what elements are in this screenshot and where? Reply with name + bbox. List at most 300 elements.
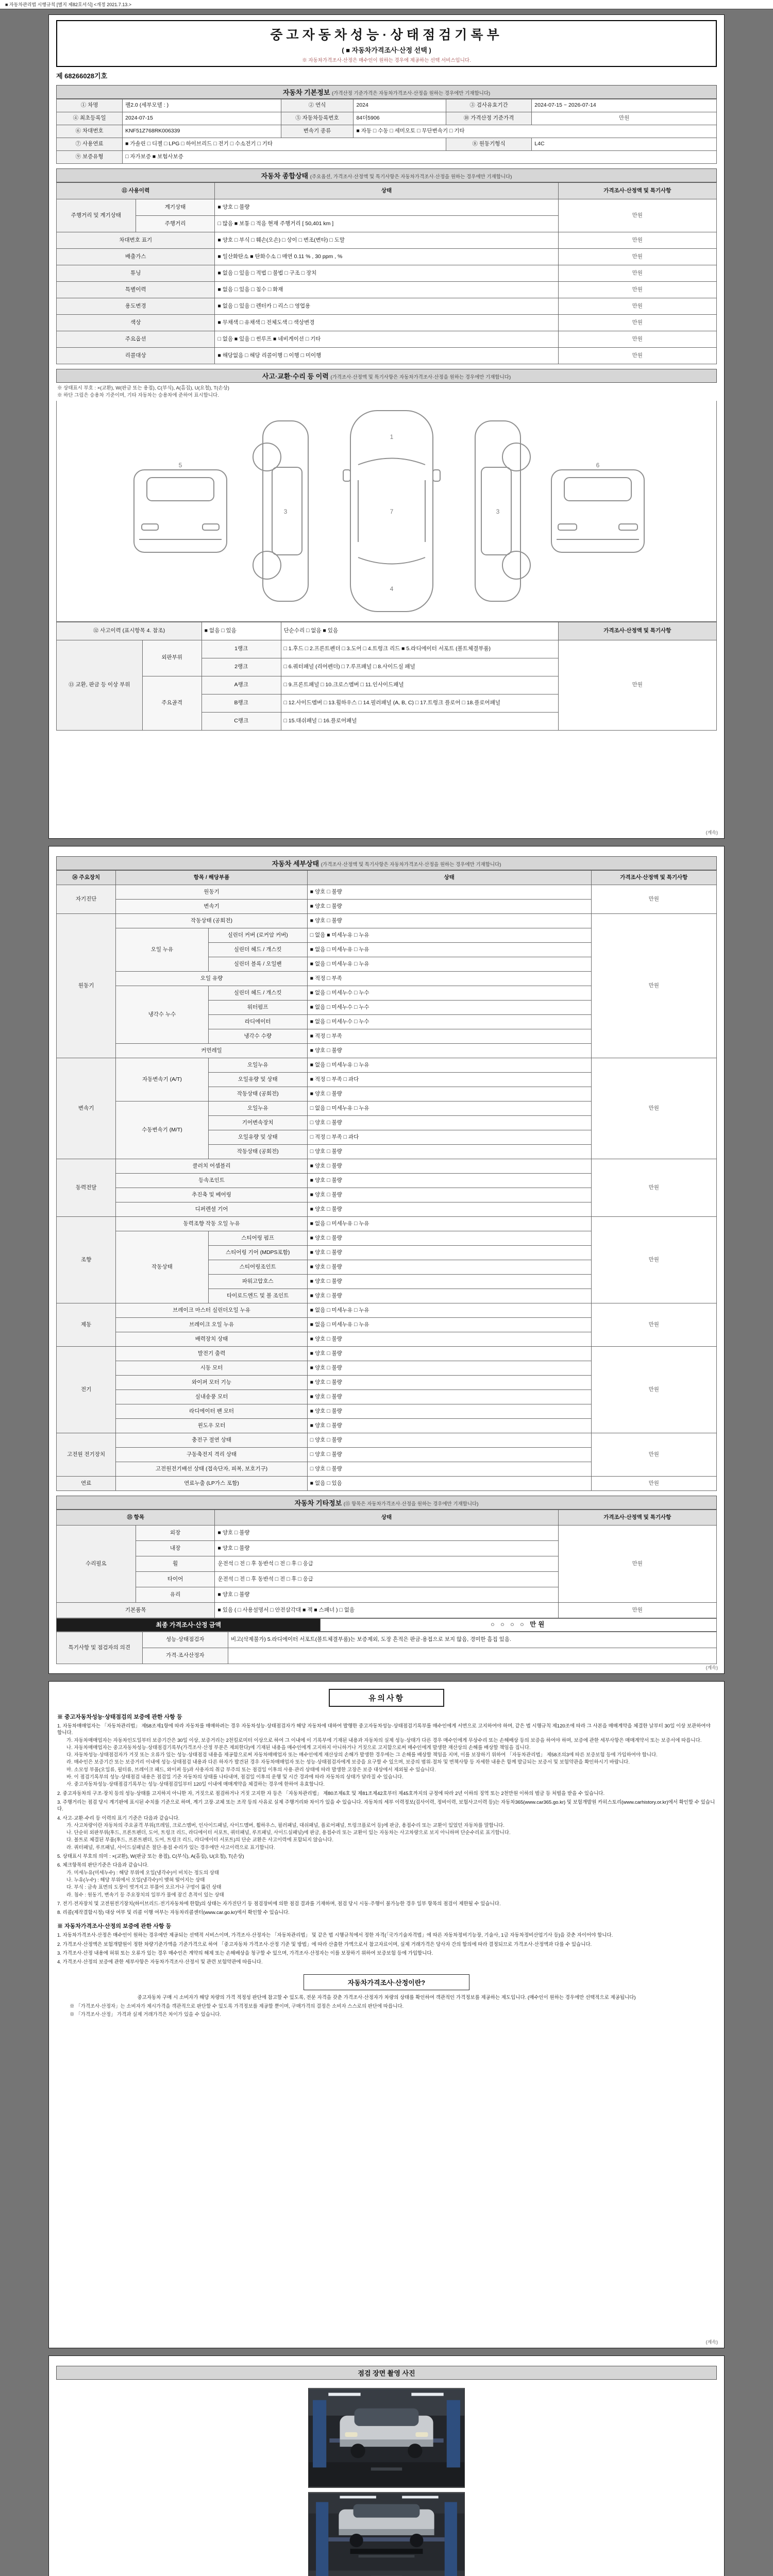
checkbox-group[interactable]: ■ 없음 □ 있음 □ 적법 □ 불법 □ 구조 □ 장치 [215,265,558,282]
field-label: 고전원 전기장치 [57,1433,116,1477]
checkbox-group[interactable]: ■ 없음 □ 있음 [201,622,281,640]
basic-table [56,99,717,164]
field-sublabel: 타이로드엔드 및 볼 조인트 [208,1289,307,1303]
final-amount-table [56,1618,717,1632]
checkbox-group[interactable]: ■ 없음 □ 미세누유 □ 누유 [307,1303,591,1318]
checkbox-group[interactable]: ■ 없음 □ 미세누수 □ 누수 [307,1015,591,1029]
field-label: 특별이력 [57,282,215,298]
field-label: ⑥ 차대번호 [57,125,123,138]
price-cell: 만원 [558,1603,716,1618]
column-header: 가격조사·산정액 및 특기사항 [558,622,716,640]
document-subtitle: ( ■ 자동차가격조사·산정 선택 ) [342,46,431,54]
checkbox-group[interactable]: □ 없음 ■ 있음 □ 썬루프 ■ 네비게이션 □ 기타 [215,331,558,348]
field-sublabel: 발전기 출력 [116,1347,307,1361]
price-survey-box-text: 중고자동차 구매 시 소비자가 해당 차량의 가격 적정성 판단에 참고할 수 있도록, 전문 자격을 갖춘 가격조사·산정자가 차량의 상태를 확인하여 객관적인 가격정보를 제공하는 제도입니다. (매수인이 원하는 경우에만 선택적으로 제공됩니다) [137,1994,636,2001]
field-label: 원동기 [57,914,116,1058]
section-overall-header [56,168,717,182]
field-sublabel: 스티어링 펌프 [208,1231,307,1246]
column-header: ⑮ 항목 [57,1510,215,1526]
checkbox-group[interactable]: ■ 적정 □ 부족 [307,972,591,986]
field-sublabel: 라디에이터 [208,1015,307,1029]
field-sublabel: 배력장치 상태 [116,1332,307,1347]
field-sublabel: 주요골격 [142,676,201,730]
sheet-1 [48,14,725,839]
page-continue-mark: (계속) [705,1665,718,1670]
field-sublabel: 스티어링 기어 (MDPS포함) [208,1246,307,1260]
field-value: KNF51Z768RK006339 [123,125,281,138]
checkbox-group[interactable]: ■ 양호 □ 불량 [307,1044,591,1058]
field-sublabel: 스티어링조인트 [208,1260,307,1275]
notice-line: 라. 매수인은 보증기간 또는 보증거리 이내에 성능·상태점검 내용과 다른 하자가 발견된 경우 자동차매매업자 또는 성능·상태점검자에게 보증을 요구할 수 있으며, 보증의 범위·절차 및 면책사항 등 자세한 내용은 함께 발급되는 보증서 및 보험약관을 확인하시기 바랍니다. [66,1759,630,1766]
price-survey-box-title: 자동차가격조사·산정이란? [304,1974,469,1990]
section-subtitle: (가격조사·산정액 및 특기사항은 자동차가격조사·산정을 원하는 경우에만 기재합니다) [321,862,501,868]
checkbox-group[interactable]: ■ 양호 □ 불량 [307,1289,591,1303]
section-subtitle: (가격조사·산정액 및 특기사항은 자동차가격조사·산정을 원하는 경우에만 기재합니다) [330,375,511,380]
checkbox-group[interactable]: ■ 없음 □ 미세누유 □ 누유 [307,1058,591,1073]
sheet-4 [48,2355,725,2576]
car-damage-diagram [56,401,717,622]
field-label: 제동 [57,1303,116,1347]
checkbox-group[interactable]: ■ 무채색 □ 유채색 □ 전체도색 □ 색상변경 [215,315,558,331]
field-sublabel: 오일 누유 [116,928,208,972]
checkbox-group[interactable]: ■ 양호 □ 불량 [307,885,591,900]
field-sublabel: 충전구 절연 상태 [116,1433,307,1448]
section-subtitle: (가격산정 기준가격은 자동차가격조사·산정을 원하는 경우에만 기재합니다) [331,91,491,96]
checkbox-group[interactable]: □ 적정 □ 부족 □ 과다 [307,1130,591,1145]
overall-table [56,182,717,364]
svg-text:1: 1 [390,433,394,440]
column-header: 가격조사·산정액 및 특기사항 [558,183,716,199]
notice-line: 바. 이 점검기록부의 성능·상태점검 내용은 점검일 기준 자동차의 상태를 나타내며, 점검일 이후의 운행 및 시간 경과에 따라 자동차의 상태가 달라질 수 있습니다. [66,1774,404,1781]
field-sublabel: 가격·조사산정자 [142,1648,228,1664]
checkbox-group[interactable]: □ 6.쿼터패널 (리어펜더) □ 7.루프패널 □ 8.사이드실 패널 [281,658,558,676]
checkbox-group[interactable]: ■ 양호 □ 불량 [307,1404,591,1419]
field-label: ⑬ 교환, 판금 등 이상 부위 [57,640,143,730]
special-notes-table [56,1632,717,1664]
field-sublabel: 브레이크 오일 누유 [116,1318,307,1332]
detail-table [56,870,717,1491]
price-cell: 만원 [591,1217,716,1303]
field-sublabel: 구동축전지 격리 상태 [116,1448,307,1462]
inspection-photo-2 [308,2492,465,2576]
column-header: 가격조사·산정액 및 특기사항 [591,871,716,885]
title-box [56,20,717,67]
field-sublabel: 냉각수 수량 [208,1029,307,1044]
field-sublabel: 파워고압호스 [208,1275,307,1289]
checkbox-group[interactable]: □ 15.대쉬패널 □ 16.플로어패널 [281,712,558,730]
notice-line: 나. 누유(누수) : 해당 부위에서 오일(냉각수)이 맺혀 떨어지는 상태 [66,1877,205,1883]
field-label: 주행거리 및 계기상태 [57,199,136,232]
special-table [56,1632,717,1664]
etc-table [56,1510,717,1618]
section-title: 점검 장면 촬영 사진 [358,2369,415,2377]
notice-line: 마. 소모성 부품(오일류, 필터류, 브레이크 패드, 와이퍼 등)과 사용자의 취급 부주의 또는 점검일 이후의 사용·관리 상태에 따라 발생한 고장은 보증 대상에서 제외될 수 있습니다. [66,1767,436,1773]
field-value: 84더5906 [354,112,446,125]
field-value: 2024 [354,99,446,112]
field-sublabel: 휠 [136,1556,215,1572]
notice-line: 8. 리콜(제작결함시정) 대상 여부 및 리콜 이행 여부는 자동차리콜센터(www.car.go.kr)에서 확인할 수 있습니다. [57,1910,290,1916]
field-label: 튜닝 [57,265,215,282]
field-sublabel: 외판부위 [142,640,201,676]
field-label: 전기 [57,1347,116,1433]
price-cell: 만원 [591,1433,716,1477]
checkbox-group[interactable]: ■ 없음 □ 미세누유 □ 누유 [307,957,591,972]
field-sublabel: 계기상태 [136,199,215,216]
sheet-3 [48,1681,725,2348]
field-sublabel: 추진축 및 베어링 [116,1188,307,1202]
field-label: 차대번호 표기 [57,232,215,249]
final-amount-value: ○ ○ ○ ○ 만원 [321,1619,717,1632]
checkbox-group[interactable]: ■ 없음 □ 있음 □ 침수 □ 화재 [215,282,558,298]
section-title: 자동차 세부상태 [272,860,320,868]
field-sublabel: 디퍼렌셜 기어 [116,1202,307,1217]
field-sublabel: 원동기 [116,885,307,900]
document-number: 제 68266028기호 [56,72,108,80]
price-cell: 만원 [591,1477,716,1491]
section-basic-header [56,85,717,99]
price-cell: 만원 [558,232,716,249]
field-sublabel: 실린더 헤드 / 개스킷 [208,943,307,957]
field-sublabel: 성능·상태점검자 [142,1632,228,1648]
price-cell: 만원 [558,199,716,232]
checkbox-group[interactable]: □ 9.프론트패널 □ 10.크로스멤버 □ 11.인사이드패널 [281,676,558,694]
section-accident-header [56,369,717,383]
field-sublabel: 고전원전기배선 상태 (접속단자, 피복, 보호기구) [116,1462,307,1477]
final-table [56,1618,717,1632]
svg-text:3: 3 [496,507,500,515]
field-sublabel: 변속기 [116,900,307,914]
damage-legend [57,385,716,399]
svg-text:7: 7 [390,507,394,515]
field-sublabel: 오일유량 및 상태 [208,1073,307,1087]
notice-line: 가. 미세누유(미세누수) : 해당 부위에 오일(냉각수)이 비치는 정도의 상태 [66,1870,220,1876]
field-label: 주요옵션 [57,331,215,348]
overall-condition-table [56,182,717,364]
checkbox-group[interactable]: 운전석 □ 전 □ 후 동반석 □ 전 □ 후 □ 응급 [215,1572,558,1587]
notice-list-a [56,1723,717,1916]
page-continue-mark: (계속) [705,2340,718,2345]
section-subtitle: (⑮ 항목은 자동차가격조사·산정을 원하는 경우에만 기재합니다) [343,1501,479,1507]
field-sublabel: C랭크 [201,712,281,730]
notice-line: 가. 자동차매매업자는 자동차인도일부터 보증기간은 30일 이상, 보증거리는 2천킬로미터 이상으로 하여 그 이내에 이 기록부에 기재된 내용과 자동차의 실제 성능·상태가 다른 경우 매수인에게 무상수리 또는 손해배상 등의 보증을 하여야 하며, 보증에 관한 세부사항은 매매계약서 또는 보증서에 따릅니다. [66,1737,702,1743]
field-sublabel: 작동상태 (공회전) [208,1087,307,1101]
notice-line: ※ 「가격조사·산정」 가격과 실제 거래가격은 차이가 있을 수 있습니다. [70,2011,222,2018]
checkbox-group[interactable]: 운전석 □ 전 □ 후 동반석 □ 전 □ 후 □ 응급 [215,1556,558,1572]
notice-line: 나. 자동차매매업자는 중고자동차성능·상태점검기록부(가격조사·산정 부분은 제외한다)에 기재된 내용을 매수인에게 고지하지 아니하거나 거짓으로 고지함으로써 매수인에게 발생한 재산상의 손해를 배상할 책임을 집니다. [66,1744,531,1751]
accident-history-table [56,622,717,731]
notice-line: 라. 침수 : 원동기, 변속기 등 주요장치의 일부가 물에 잠긴 흔적이 있는 상태 [66,1892,224,1898]
field-label: ⑨ 보증유형 [57,151,123,164]
price-cell: 만원 [558,331,716,348]
section-title: 자동차 종합상태 [261,172,309,180]
final-amount-label: 최종 가격조사·산정 금액 [57,1619,321,1632]
field-sublabel: 1랭크 [201,640,281,658]
etc-info-table [56,1510,717,1618]
field-sublabel: 커먼레일 [116,1044,307,1058]
field-label: ⑫ 사고이력 (표시항목 4. 참조) [57,622,202,640]
field-value: 2024-07-15 ~ 2026-07-14 [532,99,717,112]
checkbox-group[interactable]: ■ 양호 □ 불량 [307,1188,591,1202]
column-header: 상태 [307,871,591,885]
section-etc-header [56,1496,717,1510]
checkbox-group[interactable]: ■ 없음 □ 미세누유 □ 누유 [307,943,591,957]
field-sublabel: 타이어 [136,1572,215,1587]
basic-info-table [56,99,717,164]
svg-text:6: 6 [596,461,600,469]
field-sublabel: 내장 [136,1541,215,1556]
checkbox-group[interactable]: ■ 양호 □ 불량 [307,1419,591,1433]
field-sublabel: 실린더 커버 (로커암 커버) [208,928,307,943]
sheet-2 [48,846,725,1674]
svg-text:3: 3 [283,507,288,515]
svg-text:5: 5 [178,461,182,469]
field-sublabel: 실내송풍 모터 [116,1390,307,1404]
checkbox-group[interactable]: ■ 양호 □ 불량 [307,1376,591,1390]
field-value: 비고(삭제불가) 5.라디에이터 서포트(볼트체결부품)는 보증제외, 도장 흔적은 판금·용접으로 보지 않음, 경미한 흠집 있음. [228,1632,717,1648]
field-label: 특기사항 및 점검자의 의견 [57,1632,143,1664]
field-label: 변속기 종류 [281,125,354,138]
field-sublabel: 시동 모터 [116,1361,307,1376]
field-value: 팰2.0 (세부모델 : ) [123,99,281,112]
field-sublabel: 작동상태 (공회전) [208,1145,307,1159]
field-sublabel: 실린더 블록 / 오일팬 [208,957,307,972]
field-value [228,1648,717,1664]
field-label: ⑦ 사용연료 [57,138,123,151]
field-sublabel: 오일누유 [208,1058,307,1073]
checkbox-group[interactable]: ■ 적정 □ 부족 □ 과다 [307,1073,591,1087]
damage-legend-line2: ※ 하단 그림은 승용차 기준이며, 기타 자동차는 승용차에 준하여 표시합니다. [57,392,219,398]
field-sublabel: 오일 유량 [116,972,307,986]
photo-area [56,2380,717,2576]
damage-legend-line1: ※ 상태표시 부호 : ×(교환), W(판금 또는 용접), C(부식), A(흠집), U(요철), T(손상) [57,385,229,391]
price-cell: 만원 [558,298,716,315]
notice-line: 2. 중고자동차의 구조·장치 등의 성능·상태를 고지하지 아니한 자, 거짓으로 점검하거나 거짓 고지한 자 등은 「자동차관리법」 제80조제6호 및 제81조제42호부터 제45호까지의 규정에 따라 2년 이하의 징역 또는 2천만원 이하의 벌금 등 처벌을 받을 수 있습니다. [57,1790,605,1797]
checkbox-group[interactable]: □ 없음 □ 미세누유 □ 누유 [307,1101,591,1116]
checkbox-group[interactable]: ■ 양호 □ 부식 □ 훼손(오손) □ 상이 □ 변조(변타) □ 도말 [215,232,558,249]
field-label: 자기진단 [57,885,116,914]
field-sublabel: 수동변속기 (M/T) [116,1101,208,1159]
price-survey-box-notes [56,2003,717,2018]
notice-line: 다. 부식 : 금속 표면의 도장이 벗겨지고 부풀어 오르거나 구멍이 뚫린 상태 [66,1885,222,1891]
field-label: 색상 [57,315,215,331]
price-cell: 만원 [591,1303,716,1347]
notice-line: 3. 주행거리는 점검 당시 계기판에 표시된 수치를 기준으로 하며, 계기 고장·교체 또는 조작 등의 사유로 실제 주행거리와 차이가 있을 수 있습니다. 자동차의 세부 이력정보(검사이력, 정비이력, 보험사고이력 등)는 자동차365(www.car365.go.kr) 및 보험개발원 카히스토리(www.carhistory.or.kr)에서 확인할 수 있습니다. [57,1799,715,1812]
price-cell: 만원 [558,640,716,730]
checkbox-group[interactable]: ■ 해당없음 □ 해당 리콜이행 □ 이행 □ 미이행 [215,348,558,364]
checkbox-group[interactable]: □ 12.사이드멤버 □ 13.휠하우스 □ 14.필러패널 (A, B, C) □ 17.트렁크 플로어 □ 18.플로어패널 [281,694,558,712]
checkbox-group[interactable]: □ 양호 □ 불량 [307,1145,591,1159]
checkbox-group[interactable]: □ 양호 □ 불량 [307,1433,591,1448]
checkbox-group[interactable]: ■ 양호 □ 불량 [307,1246,591,1260]
checkbox-group[interactable]: ■ 양호 □ 불량 [215,1541,558,1556]
column-header: ⑪ 사용이력 [57,183,215,199]
checkbox-group[interactable]: ■ 양호 □ 불량 [307,1159,591,1174]
car-diagram-svg [62,403,711,619]
column-header: 가격조사·산정액 및 특기사항 [558,1510,716,1526]
price-cell: 만원 [532,112,717,125]
notice-line: ※ 「가격조사·산정자」는 소비자가 제시가격을 객관적으로 판단할 수 있도록 가격정보를 제공할 뿐이며, 구매가격의 결정은 소비자 스스로의 판단에 따릅니다. [70,2004,404,2010]
field-sublabel: 라디에이터 팬 모터 [116,1404,307,1419]
price-cell: 만원 [558,348,716,364]
checkbox-group[interactable]: ■ 없음 □ 있음 [307,1477,591,1491]
field-label: 동력전달 [57,1159,116,1217]
checkbox-group[interactable]: □ 자가보증 ■ 보험사보증 [123,151,717,164]
column-header: 상태 [215,1510,558,1526]
checkbox-group[interactable]: ■ 없음 □ 미세누유 □ 누유 [307,1318,591,1332]
checkbox-group[interactable]: ■ 없음 □ 있음 □ 렌터카 □ 리스 □ 영업용 [215,298,558,315]
field-sublabel: 작동상태 (공회전) [116,914,307,928]
field-label: 수리필요 [57,1526,136,1603]
field-sublabel: B랭크 [201,694,281,712]
notice-line: 라. 쿼터패널, 루프패널, 사이드실패널은 절단·용접 수리가 있는 경우에만 사고이력으로 표기합니다. [66,1844,275,1851]
field-sublabel: 연료누출 (LP가스 포함) [116,1477,307,1491]
checkbox-group[interactable]: ■ 양호 □ 불량 [307,1390,591,1404]
checkbox-group[interactable]: ■ 양호 □ 불량 [307,1361,591,1376]
checkbox-group[interactable]: ■ 양호 □ 불량 [215,1587,558,1603]
document-note: ※ 자동차가격조사·산정은 매수인이 원하는 경우에 제공하는 선택 서비스입니다. [302,58,471,63]
notice-line: 1. 자동차매매업자는 「자동차관리법」 제58조제1항에 따라 자동차를 매매하려는 경우 자동차성능·상태점검자가 해당 자동차에 대하여 발행한 중고자동차성능·상태점검기록부를 매수인에게 서면으로 고지하여야 하며, 같은 법 시행규칙 제120조에 따라 그 사본을 매매계약을 체결한 날부터 30일 이상 보관하여야 합니다. [57,1723,711,1736]
field-sublabel: 자동변속기 (A/T) [116,1058,208,1101]
field-label: 배출가스 [57,249,215,265]
notice-line: 4. 가격조사·산정의 보증에 관한 세부사항은 자동차가격조사·산정서 및 관련 보험약관에 따릅니다. [57,1959,263,1965]
field-sublabel: 냉각수 누수 [116,986,208,1044]
checkbox-group[interactable]: ■ 양호 □ 불량 [215,1526,558,1541]
checkbox-group[interactable]: □ 양호 □ 불량 [307,1462,591,1477]
field-sublabel: 2랭크 [201,658,281,676]
notice-line: 다. 볼트로 체결된 부품(후드, 프론트펜더, 도어, 트렁크 리드, 라디에이터 서포트)의 단순 교환은 사고이력에 포함되지 않습니다. [66,1837,333,1843]
checkbox-group[interactable]: ■ 양호 □ 불량 [307,1260,591,1275]
notice-line: 7. 전기·전자장치 및 고전원전기장치(하이브리드·전기자동차에 한함)의 상태는 자가진단기 등 점검장비에 의한 점검 결과를 기재하며, 점검 당시 시동·주행이 불가능한 경우 일부 항목의 점검이 제한될 수 있습니다. [57,1901,501,1907]
checkbox-group[interactable]: ■ 없음 □ 미세누유 □ 누유 [307,1217,591,1231]
field-sublabel: 등속조인트 [116,1174,307,1188]
checkbox-group[interactable]: ■ 자동 □ 수동 □ 세미오토 □ 무단변속기 □ 기타 [354,125,717,138]
accident-table [56,622,717,731]
field-sublabel: 주행거리 [136,216,215,232]
field-label: ① 차명 [57,99,123,112]
notice-heading-b: ※ 자동차가격조사·산정의 보증에 관한 사항 등 [57,1923,172,1930]
checkbox-group[interactable]: ■ 양호 □ 불량 [307,1347,591,1361]
field-sublabel: 클러치 어셈블리 [116,1159,307,1174]
field-label: 연료 [57,1477,116,1491]
checkbox-group[interactable]: ■ 양호 □ 불량 [307,1231,591,1246]
checkbox-group[interactable]: 단순수리 □ 없음 ■ 있음 [281,622,558,640]
field-sublabel: 유리 [136,1587,215,1603]
print-header: ■ 자동차관리법 시행규칙 [별지 제82호서식] <개정 2021.7.13.> [0,0,773,9]
price-cell: 만원 [591,1347,716,1433]
section-detail-header [56,856,717,870]
field-sublabel: 기어변속장치 [208,1116,307,1130]
checkbox-group[interactable]: □ 양호 □ 불량 [307,1116,591,1130]
field-sublabel: 워터펌프 [208,1001,307,1015]
document-title: 중고자동차성능·상태점검기록부 [270,28,503,42]
notice-line: 나. 단순히 외판부위(후드, 프론트펜더, 도어, 트렁크 리드, 라디에이터 서포트, 쿼터패널, 루프패널, 사이드실패널)에 판금, 용접수리 또는 교환이 있는 자동차는 사고차량으로 보지 아니하며 단순수리로 표기합니다. [66,1830,511,1836]
notice-line: 5. 상태표시 부호의 의미 : ×(교환), W(판금 또는 용접), C(부식), A(흠집), U(요철), T(손상) [57,1854,244,1860]
checkbox-group[interactable]: ■ 양호 □ 불량 [307,1275,591,1289]
checkbox-group[interactable]: ■ 적정 □ 부족 [307,1029,591,1044]
price-cell: 만원 [558,282,716,298]
field-label: ⑤ 자동차등록번호 [281,112,354,125]
checkbox-group[interactable]: ■ 양호 □ 불량 [307,1174,591,1188]
detail-condition-table [56,870,717,1491]
checkbox-group[interactable]: □ 없음 ■ 미세누유 □ 누유 [307,928,591,943]
notice-line: 3. 가격조사·산정 내용에 허위 또는 오류가 있는 경우 매수인은 계약의 해제 또는 손해배상을 청구할 수 있으며, 가격조사·산정자는 이를 보장하기 위하여 보증보험 등에 가입합니다. [57,1951,433,1957]
notice-list-b [56,1932,717,1965]
notice-line: 다. 자동차성능·상태점검자가 거짓 또는 오류가 있는 성능·상태점검 내용을 제공함으로써 자동차매매업자 또는 매수인에게 재산상의 손해가 발생한 경우에는 그 손해를 배상할 책임을 지며, 이를 보장하기 위하여 「자동차관리법」 제58조의3에 따른 보증보험 등에 가입하여야 합니다. [66,1752,658,1758]
price-cell: 만원 [558,315,716,331]
checkbox-group[interactable]: ■ 일산화탄소 ■ 탄화수소 □ 매연 0.11 % , 30 ppm , % [215,249,558,265]
svg-text:4: 4 [390,585,394,592]
field-label: ④ 최초등록일 [57,112,123,125]
field-label: 용도변경 [57,298,215,315]
checkbox-group[interactable]: ■ 양호 □ 불량 [307,900,591,914]
field-label: 리콜대상 [57,348,215,364]
price-cell: 만원 [558,249,716,265]
field-sublabel: 외장 [136,1526,215,1541]
section-title: 자동차 기본정보 [282,89,330,96]
checkbox-group[interactable]: ■ 없음 □ 미세누수 □ 누수 [307,986,591,1001]
field-sublabel: 와이퍼 모터 기능 [116,1376,307,1390]
notice-line: 1. 자동차가격조사·산정은 매수인이 원하는 경우에만 제공되는 선택적 서비스이며, 가격조사·산정자는 「자동차관리법」 및 같은 법 시행규칙에서 정한 자격(「국가기술자격법」에 따른 자동차정비기능장, 기술사, 1급 자동차정비산업기사 등)을 갖춘 자이어야 합니다. [57,1933,613,1939]
checkbox-group[interactable]: □ 양호 □ 불량 [307,1448,591,1462]
checkbox-group[interactable]: ■ 가솔린 □ 디젤 □ LPG □ 하이브리드 □ 전기 □ 수소전기 □ 기타 [123,138,446,151]
field-sublabel: A랭크 [201,676,281,694]
price-cell: 만원 [558,265,716,282]
field-label: 조향 [57,1217,116,1303]
page-continue-mark: (계속) [705,830,718,835]
checkbox-group[interactable]: ■ 양호 □ 불량 [307,1087,591,1101]
field-sublabel: 작동상태 [116,1231,208,1303]
checkbox-group[interactable]: □ 많음 ■ 보통 □ 적음 현재 주행거리 [ 50,401 km ] [215,216,558,232]
field-label: 기본품목 [57,1603,215,1618]
price-cell: 만원 [558,1526,716,1603]
checkbox-group[interactable]: ■ 없음 □ 미세누수 □ 누수 [307,1001,591,1015]
field-sublabel: 브레이크 마스터 실린더오일 누유 [116,1303,307,1318]
field-sublabel: 동력조향 작동 오일 누유 [116,1217,307,1231]
field-label: ⑩ 가격산정 기준가격 [446,112,532,125]
field-value: 2024-07-15 [123,112,281,125]
field-label: ② 연식 [281,99,354,112]
notice-line: 6. 체크항목의 판단기준은 다음과 같습니다. [57,1862,149,1869]
notice-line: 2. 가격조사·산정액은 보험개발원이 정한 차량기준가액을 기준가격으로 하여 「중고자동차 가격조사·산정 기준 및 방법」에 따라 산출한 가액으로서 참고자료이며, 실제 거래가격은 당사자 간의 합의에 따라 결정되므로 가격조사·산정액과 다를 수 있습니다. [57,1941,592,1947]
price-cell: 만원 [591,914,716,1058]
notice-line: 가. 사고차량이란 자동차의 주요골격 부위(프레임, 크로스멤버, 인사이드패널, 사이드멤버, 휠하우스, 필러패널, 대쉬패널, 플로어패널, 트렁크플로어 등)에 판금, 용접수리 또는 교환이 있었던 자동차를 말합니다. [66,1822,505,1828]
checkbox-group[interactable]: ■ 양호 □ 불량 [215,199,558,216]
section-subtitle: (주요옵션, 가격조사·산정액 및 특기사항은 자동차가격조사·산정을 원하는 경우에만 기재합니다) [310,174,512,180]
section-title: 자동차 기타정보 [294,1499,342,1507]
field-sublabel: 오일유량 및 상태 [208,1130,307,1145]
field-sublabel: 오일누유 [208,1101,307,1116]
field-sublabel: 윈도우 모터 [116,1419,307,1433]
price-cell: 만원 [591,1058,716,1159]
column-header: ⑭ 주요장치 [57,871,116,885]
notice-title: 유의사항 [329,1689,444,1707]
column-header: 상태 [215,183,558,199]
column-header: 항목 / 해당부품 [116,871,307,885]
field-value: L4C [532,138,717,151]
checkbox-group[interactable]: ■ 양호 □ 불량 [307,1332,591,1347]
field-label: 변속기 [57,1058,116,1159]
notice-line: 4. 사고·교환·수리 등 이력의 표기 기준은 다음과 같습니다. [57,1815,180,1821]
section-photos-header [56,2366,717,2380]
checkbox-group[interactable]: ■ 있음 ( □ 사용설명서 □ 안전삼각대 ■ 잭 ■ 스패너 ) □ 없음 [215,1603,558,1618]
checkbox-group[interactable]: □ 1.후드 □ 2.프론트펜더 □ 3.도어 □ 4.트렁크 리드 ■ 5.라디에이터 서포트 (볼트체결부품) [281,640,558,658]
field-sublabel: 실린더 헤드 / 개스킷 [208,986,307,1001]
price-cell: 만원 [591,1159,716,1217]
field-label: ⑧ 원동기형식 [446,138,532,151]
checkbox-group[interactable]: ■ 양호 □ 불량 [307,1202,591,1217]
checkbox-group[interactable]: ■ 양호 □ 불량 [307,914,591,928]
section-title: 사고·교환·수리 등 이력 [262,372,329,380]
